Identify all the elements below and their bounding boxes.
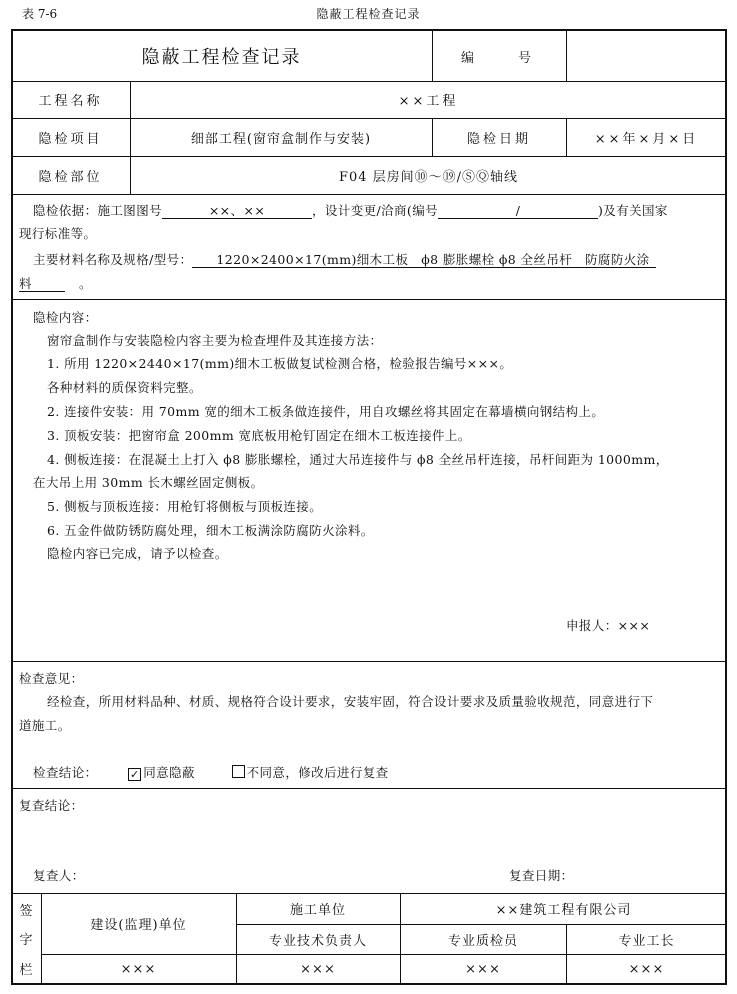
recheck-heading: 复查结论： xyxy=(19,798,84,813)
content-line: 在大吊上用 30mm 长木螺丝固定侧板。 xyxy=(33,475,264,490)
materials-line xyxy=(33,250,656,268)
content-line: 隐检内容已完成，请予以检查。 xyxy=(47,546,228,561)
form-title: 隐蔽工程检查记录 xyxy=(141,47,302,68)
reviewer-label: 复查人： xyxy=(33,868,85,883)
project-name-label: 工程名称 xyxy=(38,94,103,109)
signature-column-label xyxy=(11,895,41,983)
drawing-number[interactable]: ××、×× xyxy=(162,203,312,219)
basis-mid: ，设计变更/洽商(编号 xyxy=(312,203,439,218)
opinion-line-1: 经检查，所用材料品种、材质、规格符合设计要求，安装牢固，符合设计要求及质量验收规范，同意进行下 xyxy=(47,694,654,709)
content-line: 3. 顶板安装：把窗帘盒 200mm 宽底板用枪钉固定在细木工板连接件上。 xyxy=(47,428,471,443)
construction-unit-value[interactable]: ××建筑工程有限公司 xyxy=(495,903,632,918)
content-line: 2. 连接件安装：用 70mm 宽的细木工板条做连接件，用自攻螺丝将其固定在幕墙横向钢结构上。 xyxy=(47,404,605,419)
materials-value[interactable]: 1220×2400×17(mm)细木工板 ϕ8 膨胀螺栓 ϕ8 全丝吊杆 防腐防火涂 xyxy=(192,252,655,268)
materials-line-2 xyxy=(19,274,92,292)
supervision-unit: 建设(监理)单位 xyxy=(90,918,187,933)
opinion-heading: 检查意见： xyxy=(19,671,84,686)
foreman-label: 专业工长 xyxy=(618,933,675,949)
opinion-line-2: 道施工。 xyxy=(19,718,71,733)
conclusion-row xyxy=(33,763,389,781)
number-field[interactable] xyxy=(566,31,725,81)
basis-suffix: )及有关国家 xyxy=(598,203,668,218)
materials-label: 主要材料名称及规格/型号： xyxy=(33,252,193,267)
signature-char: 签 xyxy=(19,904,33,920)
signature-foreman[interactable]: ××× xyxy=(628,961,665,977)
disagree-checkbox[interactable] xyxy=(232,765,245,778)
content-line: 各种材料的质保资料完整。 xyxy=(47,380,202,395)
item-value[interactable]: 细部工程(窗帘盒制作与安装) xyxy=(190,131,372,147)
agree-checkbox[interactable] xyxy=(128,768,141,781)
content-line: 6. 五金件做防锈防腐处理，细木工板满涂防腐防火涂料。 xyxy=(47,523,374,538)
signature-supervision[interactable]: ××× xyxy=(120,961,157,977)
project-name-value[interactable]: ××工程 xyxy=(398,94,459,109)
change-number[interactable]: / xyxy=(438,203,598,219)
table-number: 表 7-6 xyxy=(22,7,58,21)
basis-line-2: 现行标准等。 xyxy=(19,226,97,241)
content-heading: 隐检内容： xyxy=(33,310,98,325)
agree-option-label: 同意隐蔽 xyxy=(143,765,195,780)
item-label: 隐检项目 xyxy=(38,131,103,147)
signature-tech-lead[interactable]: ××× xyxy=(300,961,336,977)
page-header xyxy=(0,5,737,23)
signature-char: 栏 xyxy=(19,962,33,978)
rule xyxy=(11,661,727,662)
rule xyxy=(11,299,727,300)
materials-continuation[interactable]: 料 xyxy=(19,276,65,292)
number-label: 编 号 xyxy=(460,50,537,66)
signature-char: 字 xyxy=(19,933,33,949)
running-title: 隐蔽工程检查记录 xyxy=(316,7,421,21)
rule xyxy=(11,788,727,789)
location-label: 隐检部位 xyxy=(38,169,103,185)
date-label: 隐检日期 xyxy=(466,131,531,147)
content-line: 窗帘盒制作与安装隐检内容主要为检查埋件及其连接方法： xyxy=(47,333,383,348)
signature-quality-inspector[interactable]: ××× xyxy=(465,961,501,977)
check-icon: ✓ xyxy=(129,768,140,781)
content-line: 4. 侧板连接：在混凝土上打入 ϕ8 膨胀螺栓，通过大吊连接件与 ϕ8 全丝吊杆连接，吊杆间距为 1000mm， xyxy=(47,452,669,467)
materials-end: 。 xyxy=(79,276,92,291)
location-value[interactable]: F04 层房间⑩～⑲/ⓈⓆ轴线 xyxy=(338,169,519,185)
recheck-date-label: 复查日期： xyxy=(509,868,574,883)
conclusion-label: 检查结论： xyxy=(33,765,98,780)
construction-unit-label: 施工单位 xyxy=(289,903,346,918)
content-line: 5. 侧板与顶板连接：用枪钉将侧板与顶板连接。 xyxy=(47,499,323,514)
applicant: 申报人：××× xyxy=(566,618,651,633)
quality-inspector-label: 专业质检员 xyxy=(447,933,518,949)
date-value[interactable]: ××年×月×日 xyxy=(594,131,699,147)
basis-line-1 xyxy=(33,201,668,219)
content-line: 1. 所用 1220×2440×17(mm)细木工板做复试检测合格，检验报告编号×××。 xyxy=(47,356,513,371)
basis-prefix: 隐检依据：施工图图号 xyxy=(33,203,163,218)
rule xyxy=(11,194,727,195)
tech-lead-label: 专业技术负责人 xyxy=(268,933,367,949)
disagree-option-label: 不同意，修改后进行复查 xyxy=(246,765,389,780)
